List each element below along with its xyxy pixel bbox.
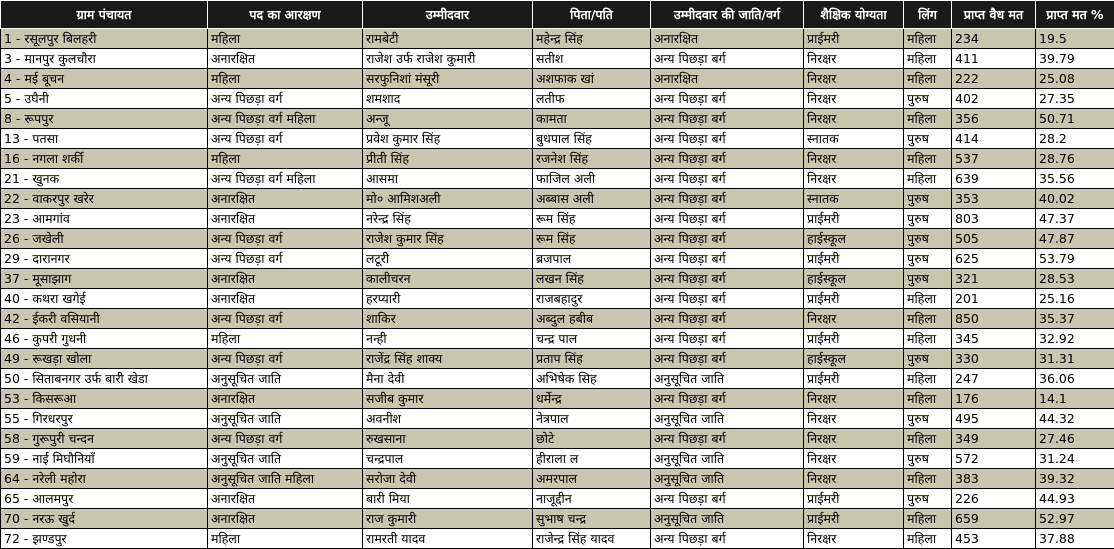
cell-education: निरक्षर xyxy=(804,89,904,109)
cell-father-husband: हीराला ल xyxy=(533,449,651,469)
cell-education: निरक्षर xyxy=(804,149,904,169)
cell-reservation: अनुसूचित जाति xyxy=(208,449,363,469)
cell-vote-percent: 35.56 xyxy=(1036,169,1114,189)
cell-education: प्राईमरी xyxy=(804,29,904,49)
table-row xyxy=(1,169,1114,189)
cell-education: निरक्षर xyxy=(804,469,904,489)
cell-father-husband: प्रताप सिंह xyxy=(533,349,651,369)
cell-education: निरक्षर xyxy=(804,429,904,449)
cell-education: प्राईमरी xyxy=(804,329,904,349)
cell-candidate: अवनीश xyxy=(363,409,533,429)
cell-education: हाईस्कूल xyxy=(804,349,904,369)
cell-gram-panchayat: 5 - उघैनी xyxy=(1,89,208,109)
cell-gender: महिला xyxy=(904,509,952,529)
cell-valid-votes: 414 xyxy=(952,129,1036,149)
cell-gram-panchayat: 8 - रूपपुर xyxy=(1,109,208,129)
table-row xyxy=(1,209,1114,229)
table-row xyxy=(1,229,1114,249)
cell-vote-percent: 31.24 xyxy=(1036,449,1114,469)
cell-father-husband: छोटे xyxy=(533,429,651,449)
cell-father-husband: धर्मेन्द्र xyxy=(533,389,651,409)
cell-vote-percent: 52.97 xyxy=(1036,509,1114,529)
cell-gram-panchayat: 42 - ईकरी वसियानी xyxy=(1,309,208,329)
cell-caste-category: अन्य पिछड़ा बर्ग xyxy=(651,109,804,129)
cell-education: निरक्षर xyxy=(804,69,904,89)
cell-caste-category: अन्य पिछड़ा बर्ग xyxy=(651,209,804,229)
cell-candidate: नरेन्द्र सिंह xyxy=(363,209,533,229)
cell-candidate: प्रवेश कुमार सिंह xyxy=(363,129,533,149)
cell-valid-votes: 803 xyxy=(952,209,1036,229)
cell-caste-category: अनुसूचित जाति xyxy=(651,449,804,469)
cell-valid-votes: 572 xyxy=(952,449,1036,469)
cell-caste-category: अन्य पिछड़ा बर्ग xyxy=(651,309,804,329)
cell-gram-panchayat: 65 - आलमपुर xyxy=(1,489,208,509)
cell-gram-panchayat: 72 - झण्डपुर xyxy=(1,529,208,549)
cell-reservation: अन्य पिछड़ा वर्ग xyxy=(208,89,363,109)
cell-candidate: मैना देवी xyxy=(363,369,533,389)
cell-caste-category: अन्य पिछड़ा बर्ग xyxy=(651,169,804,189)
cell-gram-panchayat: 4 - मई बूचन xyxy=(1,69,208,89)
header-education: शैक्षिक योग्यता xyxy=(804,1,904,29)
cell-vote-percent: 44.93 xyxy=(1036,489,1114,509)
header-reservation: पद का आरक्षण xyxy=(208,1,363,29)
cell-gender: महिला xyxy=(904,389,952,409)
cell-caste-category: अनारक्षित xyxy=(651,69,804,89)
cell-vote-percent: 50.71 xyxy=(1036,109,1114,129)
cell-father-husband: लखन सिंह xyxy=(533,269,651,289)
cell-gender: पुरुष xyxy=(904,209,952,229)
table-row xyxy=(1,89,1114,109)
cell-education: निरक्षर xyxy=(804,109,904,129)
cell-education: निरक्षर xyxy=(804,309,904,329)
cell-reservation: अन्य पिछड़ा वर्ग महिला xyxy=(208,109,363,129)
cell-vote-percent: 40.02 xyxy=(1036,189,1114,209)
cell-valid-votes: 349 xyxy=(952,429,1036,449)
cell-candidate: रामरती यादव xyxy=(363,529,533,549)
cell-father-husband: सुभाष चन्द्र xyxy=(533,509,651,529)
cell-valid-votes: 226 xyxy=(952,489,1036,509)
cell-vote-percent: 25.16 xyxy=(1036,289,1114,309)
cell-gram-panchayat: 3 - मानपुर कुलचौरा xyxy=(1,49,208,69)
cell-reservation: अन्य पिछड़ा वर्ग xyxy=(208,229,363,249)
cell-father-husband: रूम सिंह xyxy=(533,229,651,249)
header-valid-votes: प्राप्त वैध मत xyxy=(952,1,1036,29)
cell-vote-percent: 37.88 xyxy=(1036,529,1114,549)
cell-gram-panchayat: 22 - वाकरपुर खरेर xyxy=(1,189,208,209)
header-father-husband: पिता/पति xyxy=(533,1,651,29)
cell-valid-votes: 383 xyxy=(952,469,1036,489)
cell-vote-percent: 14.1 xyxy=(1036,389,1114,409)
cell-gender: महिला xyxy=(904,469,952,489)
table-row xyxy=(1,409,1114,429)
cell-father-husband: कामता xyxy=(533,109,651,129)
cell-gram-panchayat: 53 - किसरूआ xyxy=(1,389,208,409)
cell-caste-category: अन्य पिछड़ा बर्ग xyxy=(651,269,804,289)
cell-gram-panchayat: 49 - रूखड़ा खोला xyxy=(1,349,208,369)
cell-vote-percent: 47.37 xyxy=(1036,209,1114,229)
cell-valid-votes: 330 xyxy=(952,349,1036,369)
cell-gram-panchayat: 29 - दारानगर xyxy=(1,249,208,269)
cell-father-husband: लतीफ xyxy=(533,89,651,109)
cell-valid-votes: 411 xyxy=(952,49,1036,69)
cell-candidate: रुखसाना xyxy=(363,429,533,449)
cell-gram-panchayat: 26 - जखेली xyxy=(1,229,208,249)
table-row xyxy=(1,189,1114,209)
cell-caste-category: अन्य पिछड़ा बर्ग xyxy=(651,289,804,309)
cell-caste-category: अन्य पिछड़ा बर्ग xyxy=(651,429,804,449)
cell-valid-votes: 659 xyxy=(952,509,1036,529)
cell-vote-percent: 39.32 xyxy=(1036,469,1114,489)
cell-education: निरक्षर xyxy=(804,409,904,429)
table-row xyxy=(1,449,1114,469)
cell-education: प्राईमरी xyxy=(804,489,904,509)
cell-caste-category: अन्य पिछड़ा बर्ग xyxy=(651,529,804,549)
cell-father-husband: अमरपाल xyxy=(533,469,651,489)
cell-vote-percent: 28.53 xyxy=(1036,269,1114,289)
header-row xyxy=(1,1,1114,29)
cell-education: निरक्षर xyxy=(804,49,904,69)
cell-father-husband: राजेन्द्र सिंह यादव xyxy=(533,529,651,549)
cell-gram-panchayat: 1 - रसूलपुर बिलहरी xyxy=(1,29,208,49)
cell-reservation: अनुसूचित जाति महिला xyxy=(208,469,363,489)
cell-reservation: अनारक्षित xyxy=(208,389,363,409)
cell-gender: पुरुष xyxy=(904,229,952,249)
cell-education: निरक्षर xyxy=(804,529,904,549)
table-row xyxy=(1,529,1114,549)
cell-candidate: अन्जू xyxy=(363,109,533,129)
cell-father-husband: बुधपाल सिंह xyxy=(533,129,651,149)
cell-valid-votes: 345 xyxy=(952,329,1036,349)
cell-vote-percent: 44.32 xyxy=(1036,409,1114,429)
cell-candidate: मो० आमिशअली xyxy=(363,189,533,209)
cell-reservation: अन्य पिछड़ा वर्ग xyxy=(208,129,363,149)
cell-candidate: आसमा xyxy=(363,169,533,189)
cell-valid-votes: 222 xyxy=(952,69,1036,89)
cell-father-husband: अभिषेक सिह xyxy=(533,369,651,389)
cell-vote-percent: 32.92 xyxy=(1036,329,1114,349)
cell-gender: महिला xyxy=(904,429,952,449)
cell-caste-category: अन्य पिछड़ा बर्ग xyxy=(651,389,804,409)
table-body xyxy=(1,29,1114,549)
cell-reservation: अन्य पिछड़ा वर्ग xyxy=(208,309,363,329)
cell-candidate: सरोजा देवी xyxy=(363,469,533,489)
cell-reservation: अन्य पिछड़ा वर्ग xyxy=(208,249,363,269)
cell-father-husband: महेन्द्र सिंह xyxy=(533,29,651,49)
table-row xyxy=(1,489,1114,509)
cell-reservation: महिला xyxy=(208,69,363,89)
cell-reservation: महिला xyxy=(208,329,363,349)
cell-valid-votes: 402 xyxy=(952,89,1036,109)
cell-gram-panchayat: 13 - पतसा xyxy=(1,129,208,149)
cell-valid-votes: 356 xyxy=(952,109,1036,129)
cell-father-husband: नाजूद्दीन xyxy=(533,489,651,509)
cell-education: निरक्षर xyxy=(804,169,904,189)
table-row xyxy=(1,369,1114,389)
cell-education: प्राईमरी xyxy=(804,249,904,269)
cell-gram-panchayat: 55 - गिरधरपुर xyxy=(1,409,208,429)
cell-reservation: अन्य पिछड़ा वर्ग xyxy=(208,349,363,369)
cell-vote-percent: 25.08 xyxy=(1036,69,1114,89)
cell-gram-panchayat: 64 - नरेली महोरा xyxy=(1,469,208,489)
cell-candidate: कालीचरन xyxy=(363,269,533,289)
cell-vote-percent: 31.31 xyxy=(1036,349,1114,369)
cell-caste-category: अनुसूचित जाति xyxy=(651,409,804,429)
cell-valid-votes: 505 xyxy=(952,229,1036,249)
cell-vote-percent: 19.5 xyxy=(1036,29,1114,49)
cell-caste-category: अनारक्षित xyxy=(651,29,804,49)
cell-gram-panchayat: 21 - खुनक xyxy=(1,169,208,189)
cell-gram-panchayat: 16 - नगला शर्की xyxy=(1,149,208,169)
table-row xyxy=(1,329,1114,349)
cell-father-husband: नेत्रपाल xyxy=(533,409,651,429)
cell-father-husband: रजनेश सिंह xyxy=(533,149,651,169)
cell-reservation: अनुसूचित जाति xyxy=(208,369,363,389)
cell-education: हाईस्कूल xyxy=(804,269,904,289)
cell-gram-panchayat: 37 - मूसाझाग xyxy=(1,269,208,289)
cell-gram-panchayat: 46 - कुपरी गुधनी xyxy=(1,329,208,349)
cell-gender: पुरुष xyxy=(904,449,952,469)
cell-valid-votes: 353 xyxy=(952,189,1036,209)
cell-reservation: महिला xyxy=(208,29,363,49)
cell-father-husband: रूम सिंह xyxy=(533,209,651,229)
cell-education: निरक्षर xyxy=(804,389,904,409)
table-row xyxy=(1,249,1114,269)
cell-father-husband: ब्रजपाल xyxy=(533,249,651,269)
cell-caste-category: अन्य पिछड़ा बर्ग xyxy=(651,349,804,369)
cell-caste-category: अनुसूचित जाति xyxy=(651,509,804,529)
cell-gender: पुरुष xyxy=(904,249,952,269)
cell-candidate: रामबेटी xyxy=(363,29,533,49)
cell-reservation: अन्य पिछड़ा वर्ग xyxy=(208,429,363,449)
cell-vote-percent: 28.76 xyxy=(1036,149,1114,169)
cell-education: स्नातक xyxy=(804,129,904,149)
cell-vote-percent: 27.46 xyxy=(1036,429,1114,449)
cell-candidate: सजीब कुमार xyxy=(363,389,533,409)
table-row xyxy=(1,349,1114,369)
table-row xyxy=(1,509,1114,529)
cell-father-husband: अब्दुल हबीब xyxy=(533,309,651,329)
cell-gram-panchayat: 50 - सिताबनगर उर्फ बारी खेडा xyxy=(1,369,208,389)
cell-valid-votes: 321 xyxy=(952,269,1036,289)
cell-candidate: राजेंद्र सिंह शाक्य xyxy=(363,349,533,369)
cell-caste-category: अन्य पिछड़ा बर्ग xyxy=(651,489,804,509)
cell-candidate: शाकिर xyxy=(363,309,533,329)
table-row xyxy=(1,109,1114,129)
cell-caste-category: अन्य पिछड़ा बर्ग xyxy=(651,49,804,69)
cell-caste-category: अनुसूचित जाति xyxy=(651,369,804,389)
cell-father-husband: राजबहादुर xyxy=(533,289,651,309)
cell-reservation: अनारक्षित xyxy=(208,189,363,209)
cell-reservation: अनारक्षित xyxy=(208,509,363,529)
cell-reservation: महिला xyxy=(208,529,363,549)
cell-candidate: हरप्यारी xyxy=(363,289,533,309)
cell-vote-percent: 53.79 xyxy=(1036,249,1114,269)
cell-father-husband: चन्द्र पाल xyxy=(533,329,651,349)
cell-gender: महिला xyxy=(904,149,952,169)
cell-gram-panchayat: 23 - आमगांव xyxy=(1,209,208,229)
cell-gender: पुरुष xyxy=(904,89,952,109)
cell-valid-votes: 176 xyxy=(952,389,1036,409)
cell-gram-panchayat: 70 - नरऊ खुर्द xyxy=(1,509,208,529)
cell-gender: पुरुष xyxy=(904,269,952,289)
cell-reservation: अनारक्षित xyxy=(208,49,363,69)
cell-education: प्राईमरी xyxy=(804,209,904,229)
cell-caste-category: अन्य पिछड़ा बर्ग xyxy=(651,89,804,109)
cell-valid-votes: 625 xyxy=(952,249,1036,269)
cell-caste-category: अन्य पिछड़ा बर्ग xyxy=(651,129,804,149)
cell-caste-category: अन्य पिछड़ा बर्ग xyxy=(651,249,804,269)
header-caste-category: उम्मीदवार की जाति/वर्ग xyxy=(651,1,804,29)
cell-gender: पुरुष xyxy=(904,349,952,369)
cell-father-husband: अब्बास अली xyxy=(533,189,651,209)
cell-candidate: शमशाद xyxy=(363,89,533,109)
cell-valid-votes: 234 xyxy=(952,29,1036,49)
cell-candidate: राजेश कुमार सिंह xyxy=(363,229,533,249)
cell-vote-percent: 39.79 xyxy=(1036,49,1114,69)
cell-vote-percent: 36.06 xyxy=(1036,369,1114,389)
cell-candidate: सरफुनिशां मंसूरी xyxy=(363,69,533,89)
cell-gender: पुरुष xyxy=(904,189,952,209)
cell-candidate: लटूरी xyxy=(363,249,533,269)
cell-gender: महिला xyxy=(904,529,952,549)
cell-valid-votes: 639 xyxy=(952,169,1036,189)
table-row xyxy=(1,49,1114,69)
cell-caste-category: अनुसूचित जाति xyxy=(651,469,804,489)
cell-vote-percent: 35.37 xyxy=(1036,309,1114,329)
cell-gender: महिला xyxy=(904,169,952,189)
header-candidate: उम्मीदवार xyxy=(363,1,533,29)
cell-gender: महिला xyxy=(904,289,952,309)
table-row xyxy=(1,269,1114,289)
table-row xyxy=(1,29,1114,49)
cell-reservation: अनारक्षित xyxy=(208,269,363,289)
cell-candidate: बारी मिया xyxy=(363,489,533,509)
cell-valid-votes: 247 xyxy=(952,369,1036,389)
cell-gram-panchayat: 58 - गुरूपुरी चन्दन xyxy=(1,429,208,449)
table-row xyxy=(1,149,1114,169)
cell-gender: महिला xyxy=(904,29,952,49)
cell-education: प्राईमरी xyxy=(804,509,904,529)
cell-candidate: प्रीती सिंह xyxy=(363,149,533,169)
header-gender: लिंग xyxy=(904,1,952,29)
cell-caste-category: अन्य पिछड़ा बर्ग xyxy=(651,189,804,209)
table-row xyxy=(1,69,1114,89)
cell-valid-votes: 495 xyxy=(952,409,1036,429)
cell-reservation: अनारक्षित xyxy=(208,289,363,309)
cell-gender: महिला xyxy=(904,49,952,69)
cell-candidate: राज कुमारी xyxy=(363,509,533,529)
cell-father-husband: अशफाक खां xyxy=(533,69,651,89)
cell-caste-category: अन्य पिछड़ा बर्ग xyxy=(651,229,804,249)
cell-vote-percent: 28.2 xyxy=(1036,129,1114,149)
cell-reservation: अनुसूचित जाति xyxy=(208,409,363,429)
cell-gram-panchayat: 40 - कथरा खगेई xyxy=(1,289,208,309)
cell-gender: महिला xyxy=(904,309,952,329)
cell-education: प्राईमरी xyxy=(804,369,904,389)
table-row xyxy=(1,289,1114,309)
table-row xyxy=(1,469,1114,489)
cell-candidate: राजेश उर्फ राजेश कुमारी xyxy=(363,49,533,69)
cell-gender: महिला xyxy=(904,69,952,89)
cell-valid-votes: 201 xyxy=(952,289,1036,309)
cell-vote-percent: 27.35 xyxy=(1036,89,1114,109)
cell-valid-votes: 453 xyxy=(952,529,1036,549)
table-row xyxy=(1,309,1114,329)
cell-education: प्राईमरी xyxy=(804,289,904,309)
header-gram-panchayat: ग्राम पंचायत xyxy=(1,1,208,29)
table-row xyxy=(1,389,1114,409)
cell-gender: पुरुष xyxy=(904,129,952,149)
cell-education: निरक्षर xyxy=(804,449,904,469)
cell-gender: महिला xyxy=(904,109,952,129)
cell-father-husband: फाजिल अली xyxy=(533,169,651,189)
cell-caste-category: अन्य पिछड़ा बर्ग xyxy=(651,149,804,169)
cell-father-husband: सतीश xyxy=(533,49,651,69)
cell-reservation: अनारक्षित xyxy=(208,209,363,229)
cell-caste-category: अन्य पिछड़ा बर्ग xyxy=(651,329,804,349)
cell-gram-panchayat: 59 - नाई मिघौनियाँ xyxy=(1,449,208,469)
cell-gender: पुरुष xyxy=(904,489,952,509)
cell-valid-votes: 850 xyxy=(952,309,1036,329)
cell-candidate: नन्ही xyxy=(363,329,533,349)
cell-gender: महिला xyxy=(904,369,952,389)
cell-reservation: अनारक्षित xyxy=(208,489,363,509)
header-vote-percent: प्राप्त मत % xyxy=(1036,1,1114,29)
cell-candidate: चन्द्रपाल xyxy=(363,449,533,469)
cell-valid-votes: 537 xyxy=(952,149,1036,169)
cell-gender: पुरुष xyxy=(904,409,952,429)
cell-education: हाईस्कूल xyxy=(804,229,904,249)
cell-reservation: अन्य पिछड़ा वर्ग महिला xyxy=(208,169,363,189)
table-row xyxy=(1,129,1114,149)
cell-gender: महिला xyxy=(904,329,952,349)
cell-vote-percent: 47.87 xyxy=(1036,229,1114,249)
cell-education: स्नातक xyxy=(804,189,904,209)
cell-reservation: महिला xyxy=(208,149,363,169)
table-row xyxy=(1,429,1114,449)
